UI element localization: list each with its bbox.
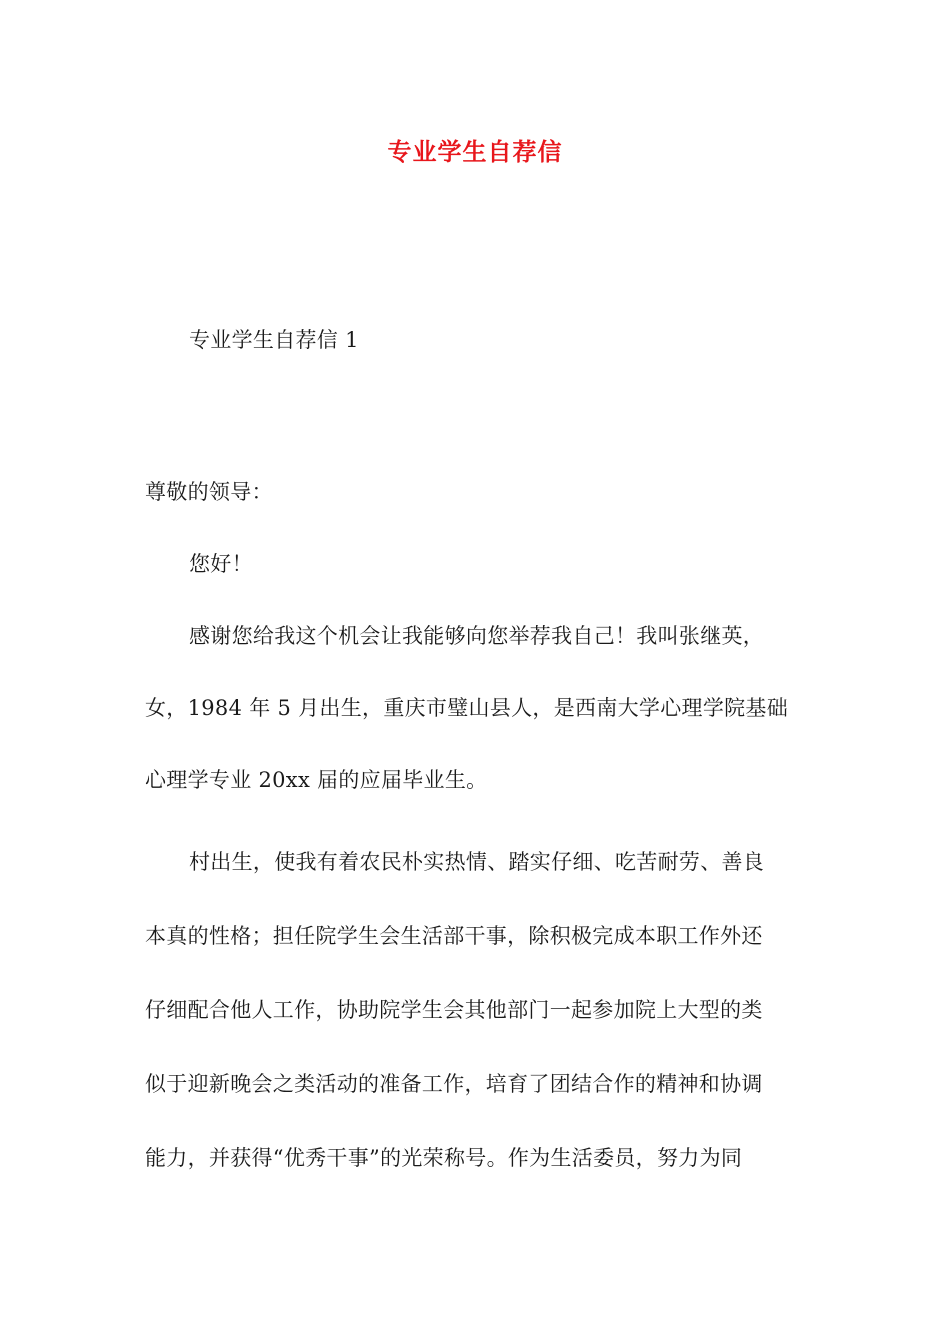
section-heading: 专业学生自荐信 1: [189, 328, 359, 352]
paragraph-line: 女，1984 年 5 月出生，重庆市璧山县人，是西南大学心理学院基础: [145, 696, 789, 720]
salutation: 尊敬的领导：: [145, 480, 273, 504]
paragraph-line: 村出生，使我有着农民朴实热情、踏实仔细、吃苦耐劳、善良: [189, 850, 765, 874]
paragraph-line: 似于迎新晚会之类活动的准备工作，培育了团结合作的精神和协调: [145, 1072, 763, 1096]
paragraph-line: 仔细配合他人工作，协助院学生会其他部门一起参加院上大型的类: [145, 998, 763, 1022]
document-title: 专业学生自荐信: [387, 137, 563, 166]
paragraph-line: 心理学专业 20xx 届的应届毕业生。: [145, 768, 488, 792]
paragraph-line: 感谢您给我这个机会让我能够向您举荐我自己！我叫张继英，: [189, 624, 765, 648]
greeting: 您好！: [189, 552, 253, 576]
paragraph-line: 本真的性格；担任院学生会生活部干事，除积极完成本职工作外还: [145, 924, 763, 948]
paragraph-line: 能力，并获得“优秀干事”的光荣称号。作为生活委员，努力为同: [145, 1146, 743, 1170]
